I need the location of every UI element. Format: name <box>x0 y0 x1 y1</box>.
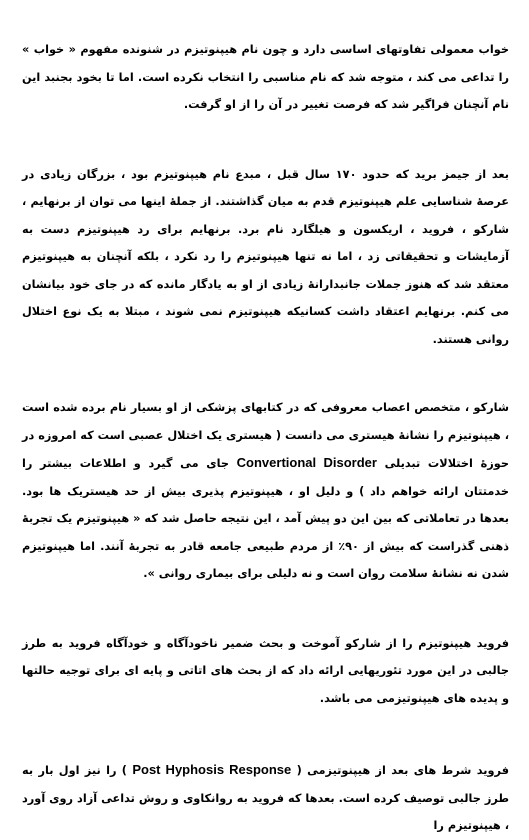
english-term: Post Hyphosis Response <box>132 762 292 777</box>
paragraph-naming-of-hypnosis <box>22 36 509 119</box>
paragraph-text-before-term: فروید شرط های بعد از هیپنوتیزمی ( <box>296 764 509 777</box>
paragraph-text-before-term: شارکو ، متخصص اعصاب معروفی که در کتابهای پزشکی از او بسیار نام برده شده است ، هیپنوتیزم را نشانهٔ هیستری می دانست ( هیستری یک اختلال عصبی است که امروزه در حوزهٔ اختلالات تبدیلی <box>22 401 509 470</box>
paragraph-text: فروید هیپنوتیزم را از شارکو آموخت و بحث ضمیر ناخودآگاه و خودآگاه فروید به طرز جالبی در این مورد تئوریهایی ارائه داد که از بحث های اتاتی و پایه ای برای توجیه حالتها و پدیده های هیپنوتیزمی می باشد. <box>22 636 509 705</box>
english-term: Convertional Disorder <box>236 455 377 470</box>
document-page <box>22 36 509 840</box>
paragraph-text-after-term: ) را نیز اول بار به طرز جالبی توصیف کرده است. بعدها که فروید به روانکاوی و روش تداعی آزاد روی آورد ، هیپنوتیزم را <box>22 764 509 832</box>
paragraph-post-hypnotic-response <box>22 756 509 840</box>
paragraph-text-after-term: جای می گیرد و اطلاعات بیشتر را خدمتتان ارائه خواهم داد ) و دلیل او ، هیپنوتیزم پذیری بیش از حد هیستریک ها بود. بعدها در تعاملاتی که بین این دو پیش آمد ، این نتیجه حاصل شد که « هیپنوتیزم یک تجربهٔ ذهنی گذراست که بیش از ۹۰٪ از مردم طبیعی جامعه قادر به تجربهٔ آنند. اما هیپنوتیزم شدن نه نشانهٔ سلامت روان است و نه دلیلی برای بیماری روانی ». <box>22 457 509 580</box>
paragraph-charcot-hysteria <box>22 394 509 588</box>
paragraph-text: خواب معمولی تفاوتهای اساسی دارد و چون نام هیپنوتیزم در شنونده مفهوم « خواب » را تداعی می کند ، متوجه شد که نام مناسبی را انتخاب نکرده است. اما تا بخود بجنبد این نام آنچنان فراگیر شد که فرصت تغییر در آن را از او گرفت. <box>22 43 509 111</box>
paragraph-text: بعد از جیمز برید که حدود ۱۷۰ سال قبل ، مبدع نام هیپنوتیزم بود ، بزرگان زیادی در عرصهٔ شناسایی علم هیپنوتیزم قدم به میان گذاشتند. از جملهٔ اینها می توان از برنهایم ، شارکو ، فروید ، اریکسون و هیلگارد نام برد. برنهایم برای رد هیپنوتیزم دست به آزمایشات و تحقیقاتی زد ، اما نه تنها هیپنوتیزم را رد نکرد ، بلکه آنچنان به هیپنوتیزم معتقد شد که هنوز جملات جانبدارانهٔ زیادی از او به یادگار مانده که در جای خود بیانشان می کنم. برنهایم اعتقاد داشت کسانیکه هیپنوتیزم نمی شوند ، مبتلا به یک نوع اختلال روانی هستند. <box>22 167 509 346</box>
paragraph-pioneers-of-hypnosis <box>22 161 509 354</box>
paragraph-freud-unconscious <box>22 630 509 713</box>
